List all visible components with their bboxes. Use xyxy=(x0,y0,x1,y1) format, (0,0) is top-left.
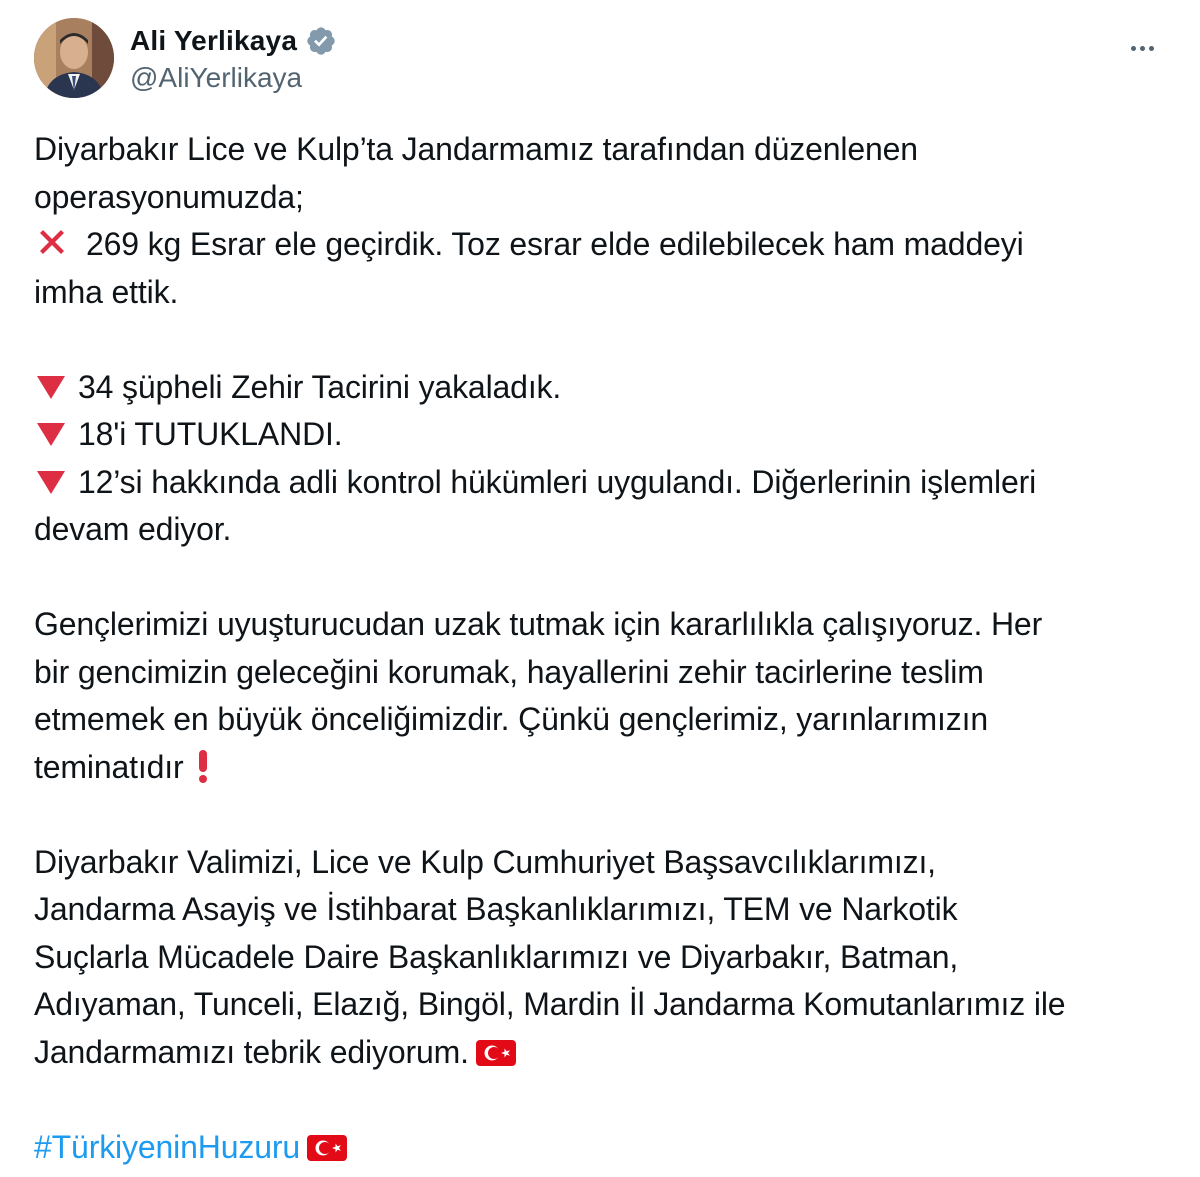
text-segment: 12’si hakkında adli kontrol hükümleri uygulandı. Diğerlerinin işlemleri xyxy=(78,463,1037,500)
text-segment: teminatıdır xyxy=(34,748,184,785)
text-line: Gençlerimizi uyuşturucudan uzak tutmak için kararlılıkla çalışıyoruz. Her xyxy=(34,606,1043,642)
dot xyxy=(1131,46,1136,51)
turkey-flag-icon xyxy=(475,1035,517,1067)
name-row xyxy=(130,22,337,60)
text-line xyxy=(34,364,1174,412)
display-name[interactable]: Ali Yerlikaya xyxy=(130,25,298,56)
dot xyxy=(1140,46,1145,51)
profile-photo xyxy=(34,18,114,98)
text-line: devam ediyor. xyxy=(34,511,232,547)
text-segment: Jandarmamızı tebrik ediyorum. xyxy=(34,1033,469,1070)
text-line xyxy=(34,459,1174,507)
verified-badge-icon[interactable] xyxy=(305,25,337,57)
text-line: etmemek en büyük önceliğimizdir. Çünkü gençlerimiz, yarınlarımızın xyxy=(34,701,989,737)
author-names xyxy=(130,22,337,94)
red-down-triangle-icon xyxy=(34,463,68,493)
paragraph-gap xyxy=(34,554,1174,602)
text-line xyxy=(34,411,1174,459)
red-down-triangle-icon xyxy=(34,415,68,445)
turkey-flag-icon xyxy=(306,1130,348,1162)
text-segment: 34 şüpheli Zehir Tacirini yakaladık. xyxy=(78,368,562,405)
cross-mark-icon xyxy=(34,224,70,260)
paragraph-gap xyxy=(34,791,1174,839)
text-line xyxy=(34,221,1174,269)
red-down-triangle-icon xyxy=(34,368,68,398)
text-line: operasyonumuzda; xyxy=(34,178,304,215)
text-segment: 269 kg Esrar ele geçirdik. Toz esrar elde edilebilecek ham maddeyi xyxy=(86,226,1024,262)
text-line: imha ettik. xyxy=(34,273,179,310)
more-options-icon[interactable] xyxy=(1120,28,1164,68)
red-exclamation-icon xyxy=(194,748,212,784)
text-line: Jandarma Asayiş ve İstihbarat Başkanlıklarımızı, TEM ve Narkotik xyxy=(34,891,958,927)
tweet-text xyxy=(34,126,1174,1171)
avatar[interactable] xyxy=(34,18,114,98)
dot xyxy=(1149,46,1154,51)
text-line: Diyarbakır Lice ve Kulp’ta Jandarmamız tarafından düzenlenen xyxy=(34,131,918,167)
hashtag-link[interactable]: #TürkiyeninHuzuru xyxy=(34,1128,301,1165)
text-line xyxy=(34,1029,1174,1077)
text-line: Diyarbakır Valimizi, Lice ve Kulp Cumhuriyet Başsavcılıklarımızı, xyxy=(34,843,936,880)
tweet-header xyxy=(34,18,1164,102)
text-line xyxy=(34,744,1174,792)
text-line: Suçlarla Mücadele Daire Başkanlıklarımızı ve Diyarbakır, Batman, xyxy=(34,938,959,975)
text-line: bir gencimizin geleceğini korumak, hayallerini zehir tacirlerine teslim xyxy=(34,653,984,690)
paragraph-gap xyxy=(34,316,1174,364)
paragraph-gap xyxy=(34,1076,1174,1124)
text-line: Adıyaman, Tunceli, Elazığ, Bingöl, Mardin İl Jandarma Komutanlarımız ile xyxy=(34,986,1066,1022)
handle[interactable]: @AliYerlikaya xyxy=(130,62,303,93)
text-line xyxy=(34,1124,1174,1172)
text-segment: 18'i TUTUKLANDI. xyxy=(78,416,343,452)
